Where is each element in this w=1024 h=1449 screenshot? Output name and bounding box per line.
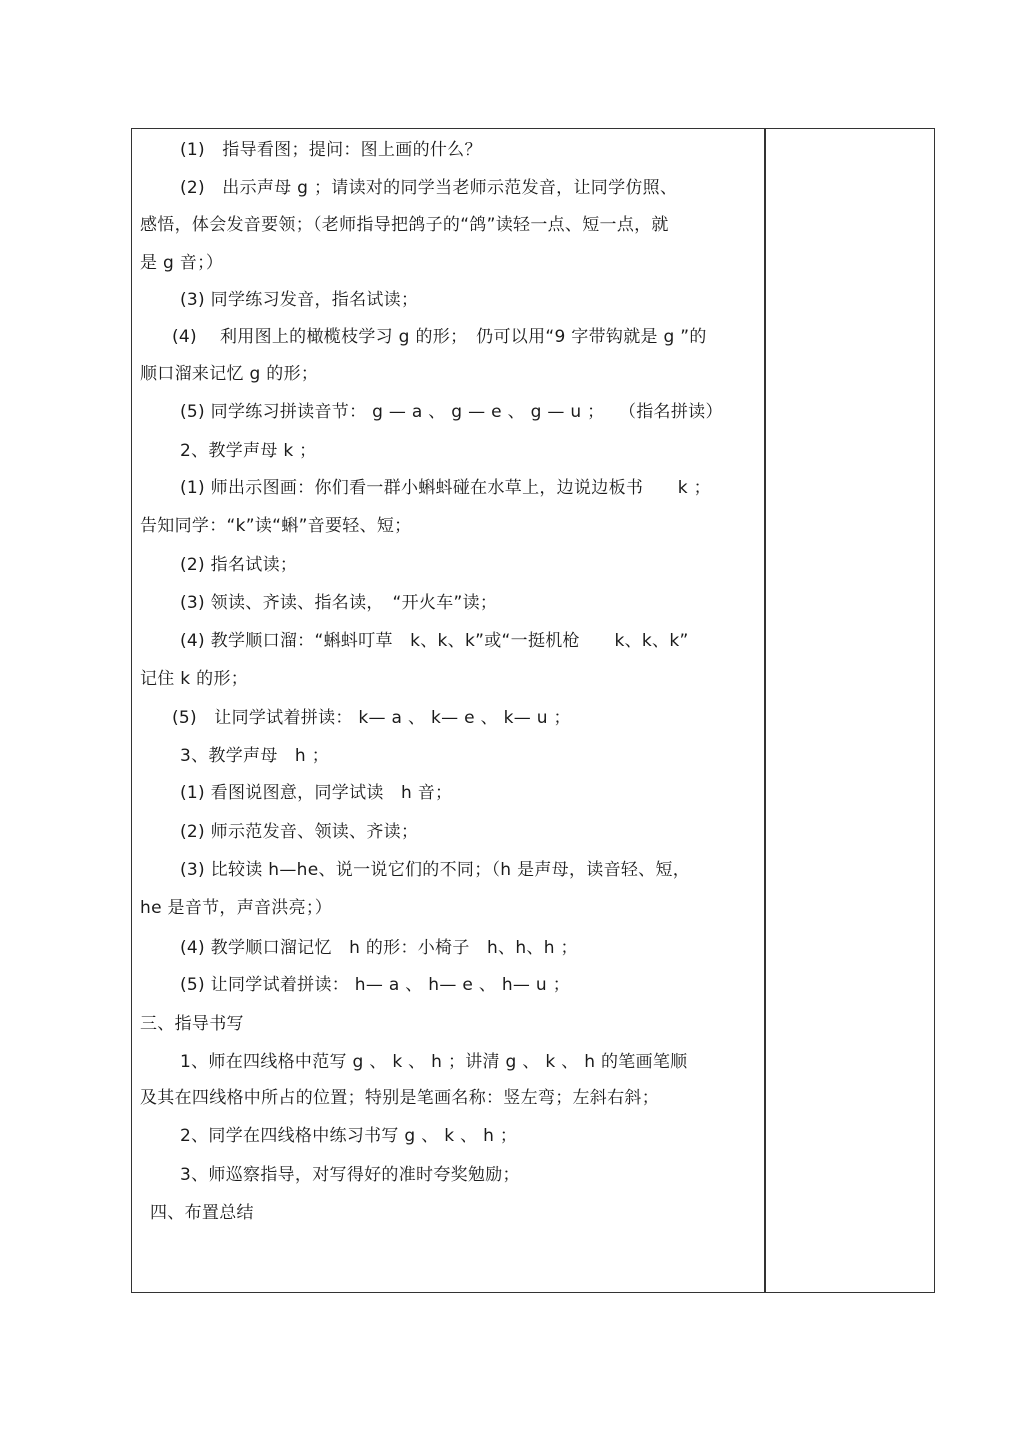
text-line: (3) 同学练习发音，指名试读； <box>180 290 419 310</box>
text-line: 1、师在四线格中范写 g 、 k 、 h ；讲清 g 、 k 、 h 的笔画笔顺 <box>180 1052 688 1072</box>
section-heading: 四、布置总结 <box>150 1203 254 1223</box>
text-line: 记住 k 的形； <box>140 669 249 689</box>
text-line: 是 g 音；） <box>140 253 224 273</box>
text-line: 告知同学：“k”读“蝌”音要轻、短； <box>140 516 412 536</box>
text-line: (2) 指名试读； <box>180 555 298 575</box>
text-line: (1) 指导看图；提问：图上画的什么？ <box>180 140 482 160</box>
text-line: (5) 同学练习拼读音节： g — a 、 g — e 、 g — u ； （指名拼读） <box>180 402 723 422</box>
text-line: 顺口溜来记忆 g 的形； <box>140 364 319 384</box>
text-line: (3) 领读、齐读、指名读， “开火车”读； <box>180 593 498 613</box>
text-line: (5) 让同学试着拼读： h— a 、 h— e 、 h— u ； <box>180 975 570 995</box>
text-line: 2、同学在四线格中练习书写 g 、 k 、 h ； <box>180 1126 518 1146</box>
section-heading: 三、指导书写 <box>140 1014 244 1034</box>
text-line: (5) 让同学试着拼读： k— a 、 k— e 、 k— u ； <box>172 708 571 728</box>
text-line: 2、教学声母 k ； <box>180 441 317 461</box>
text-line: 3、教学声母 h ； <box>180 746 329 766</box>
text-line: (3) 比较读 h—he、说一说它们的不同；（h 是声母，读音轻、短， <box>180 860 691 880</box>
text-line: 感悟，体会发音要领；（老师指导把鸽子的“鸽”读轻一点、短一点，就 <box>140 215 669 235</box>
column-divider <box>764 129 766 1292</box>
lesson-plan-table <box>131 128 935 1293</box>
text-line: he 是音节，声音洪亮；） <box>140 898 333 918</box>
text-line: (4) 教学顺口溜记忆 h 的形：小椅子 h、h、h ； <box>180 938 578 958</box>
text-line: 及其在四线格中所占的位置；特别是笔画名称：竖左弯；左斜右斜； <box>140 1088 659 1108</box>
text-line: (1) 师出示图画：你们看一群小蝌蚪碰在水草上，边说边板书 k ； <box>180 478 711 498</box>
text-line: (2) 出示声母 g ；请读对的同学当老师示范发音，让同学仿照、 <box>180 178 678 198</box>
text-line: (2) 师示范发音、领读、齐读； <box>180 822 419 842</box>
text-line: (4) 利用图上的橄榄枝学习 g 的形； 仍可以用“9 字带钩就是 g ”的 <box>172 327 707 347</box>
text-line: (4) 教学顺口溜：“蝌蚪叮草 k、k、k”或“一挺机枪 k、k、k” <box>180 631 689 651</box>
lesson-content-cell <box>132 129 764 1292</box>
text-line: 3、师巡察指导，对写得好的准时夸奖勉励； <box>180 1165 520 1185</box>
text-line: (1) 看图说图意，同学试读 h 音； <box>180 783 453 803</box>
